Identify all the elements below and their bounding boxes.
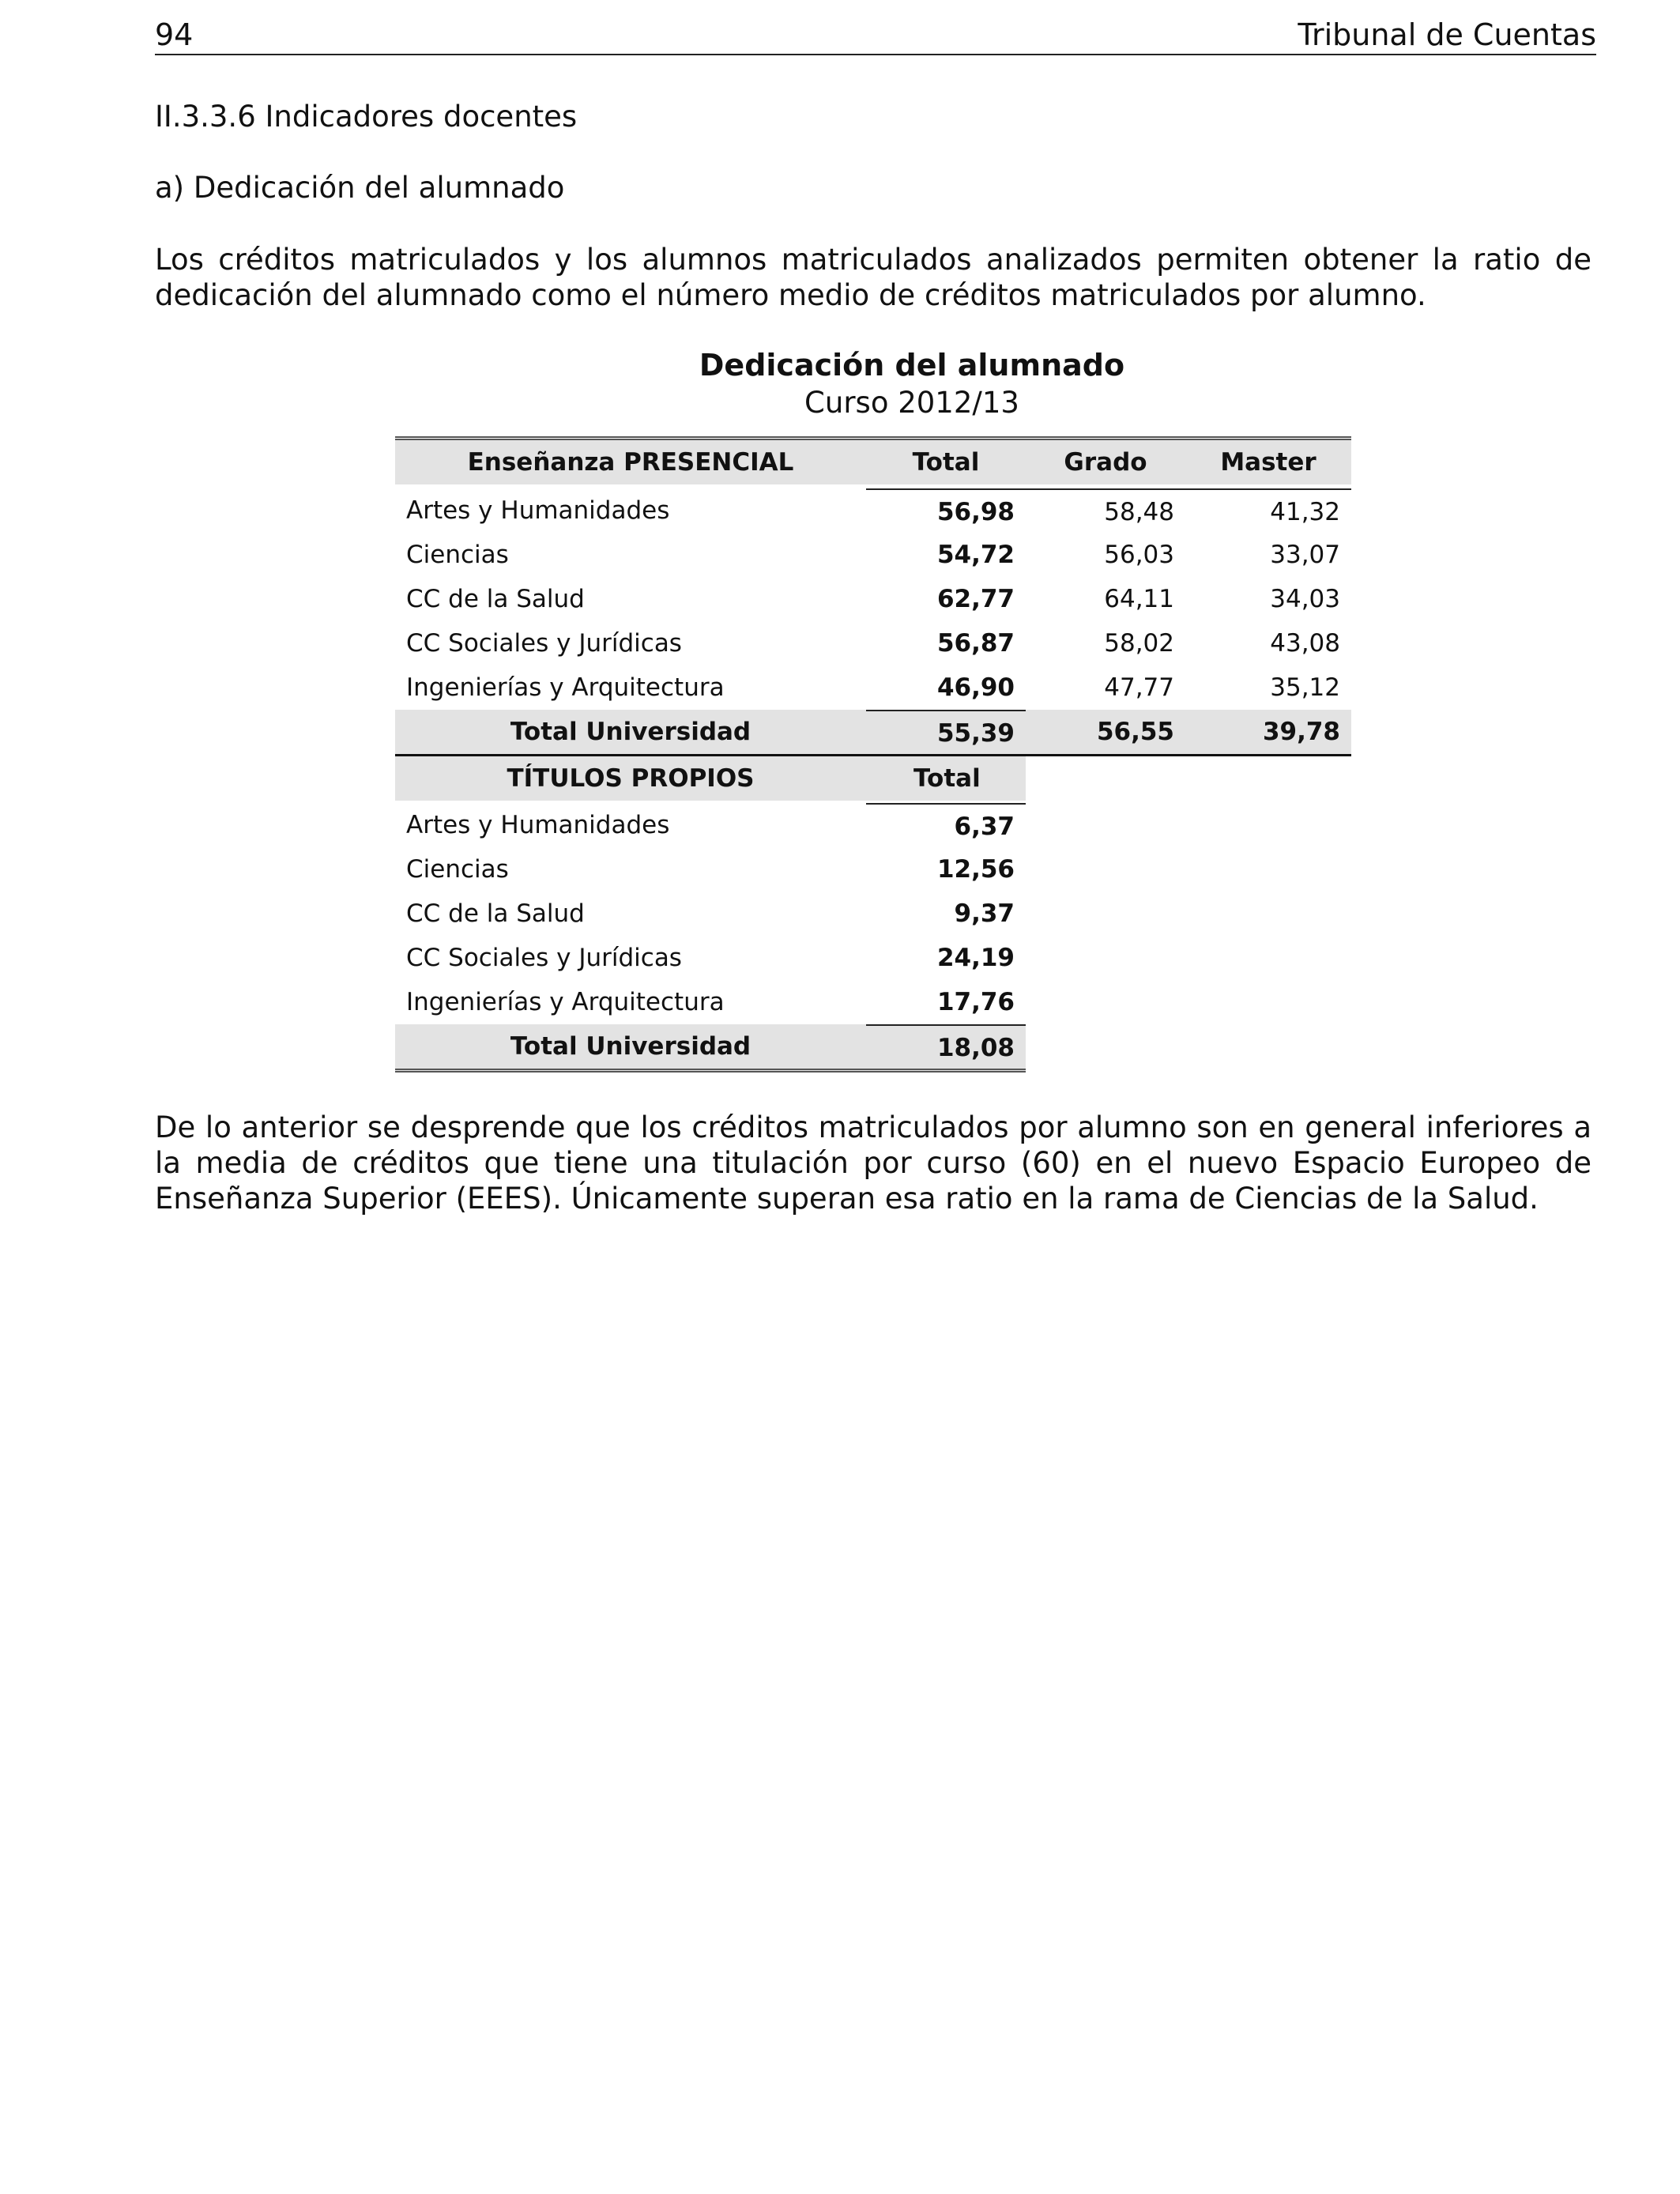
row-total: 24,19 <box>936 944 1015 972</box>
row-label: Artes y Humanidades <box>406 811 670 839</box>
row-total: 9,37 <box>954 899 1015 928</box>
row-label: CC Sociales y Jurídicas <box>406 944 682 972</box>
page-header <box>155 17 1596 55</box>
table-row <box>395 577 1351 621</box>
row-label: Ciencias <box>406 855 509 884</box>
table-row <box>395 980 1351 1024</box>
row-total: 12,56 <box>936 855 1015 884</box>
row-label: CC Sociales y Jurídicas <box>406 629 682 658</box>
journal-name: Tribunal de Cuentas <box>1298 17 1596 52</box>
table-row <box>395 665 1351 710</box>
table-title: Dedicación del alumnado <box>699 348 1125 383</box>
table-row <box>395 533 1351 577</box>
row-total: 56,87 <box>936 629 1015 658</box>
row-grado: 64,11 <box>1104 585 1174 613</box>
row-total: 17,76 <box>936 988 1015 1016</box>
total-row-total: 18,08 <box>866 1024 1026 1072</box>
conclusion-paragraph: De lo anterior se desprende que los créditos matriculados por alumno son en general inferiores a la media de créditos que tiene una titulación por curso (60) en el nuevo Espacio Europeo de Enseñanza Superior (EEES). Únicamente superan esa ratio en la rama de Ciencias de la Salud. <box>155 1110 1591 1216</box>
row-total: 46,90 <box>936 673 1015 702</box>
row-total: 54,72 <box>936 541 1015 569</box>
propios-header-row <box>395 754 1351 803</box>
row-master: 43,08 <box>1270 629 1340 658</box>
header-cell-label: TÍTULOS PROPIOS <box>395 756 866 801</box>
dedication-table <box>395 436 1351 1069</box>
row-master: 35,12 <box>1270 673 1340 702</box>
table-row <box>395 803 1351 847</box>
table-row <box>395 621 1351 665</box>
total-row-master: 39,78 <box>1185 710 1351 754</box>
presencial-header-row <box>395 436 1351 488</box>
row-label: Artes y Humanidades <box>406 496 670 525</box>
row-label: CC de la Salud <box>406 899 585 928</box>
header-cell-label: Enseñanza PRESENCIAL <box>395 440 866 484</box>
header-cell-grado: Grado <box>1026 440 1185 484</box>
row-master: 41,32 <box>1185 488 1351 533</box>
row-label: Ingenierías y Arquitectura <box>406 988 725 1016</box>
row-grado: 47,77 <box>1104 673 1174 702</box>
page-number: 94 <box>155 17 194 52</box>
total-row-grado: 56,55 <box>1026 710 1185 754</box>
row-label: Ingenierías y Arquitectura <box>406 673 725 702</box>
header-cell-total: Total <box>866 440 1026 484</box>
table-row <box>395 936 1351 980</box>
total-row-label: Total Universidad <box>395 1024 866 1072</box>
table-row <box>395 488 1351 533</box>
row-total: 56,98 <box>866 488 1026 533</box>
row-grado: 58,02 <box>1104 629 1174 658</box>
sub-heading: a) Dedicación del alumnado <box>155 171 565 205</box>
row-grado: 56,03 <box>1104 541 1174 569</box>
row-label: CC de la Salud <box>406 585 585 613</box>
header-cell-total: Total <box>866 756 1026 801</box>
table-row <box>395 892 1351 936</box>
header-cell-master: Master <box>1185 440 1351 484</box>
section-heading: II.3.3.6 Indicadores docentes <box>155 100 578 134</box>
intro-paragraph: Los créditos matriculados y los alumnos matriculados analizados permiten obtener la ratio de dedicación del alumnado como el número medio de créditos matriculados por alumno. <box>155 243 1591 312</box>
table-subtitle: Curso 2012/13 <box>804 386 1019 420</box>
total-row-label: Total Universidad <box>395 710 866 754</box>
row-master: 34,03 <box>1270 585 1340 613</box>
propios-total-row <box>395 1024 1026 1069</box>
row-grado: 58,48 <box>1026 488 1185 533</box>
row-total: 6,37 <box>866 803 1026 847</box>
row-total: 62,77 <box>936 585 1015 613</box>
table-row <box>395 847 1351 892</box>
presencial-total-row <box>395 710 1351 754</box>
row-master: 33,07 <box>1270 541 1340 569</box>
row-label: Ciencias <box>406 541 509 569</box>
total-row-total: 55,39 <box>866 710 1026 754</box>
